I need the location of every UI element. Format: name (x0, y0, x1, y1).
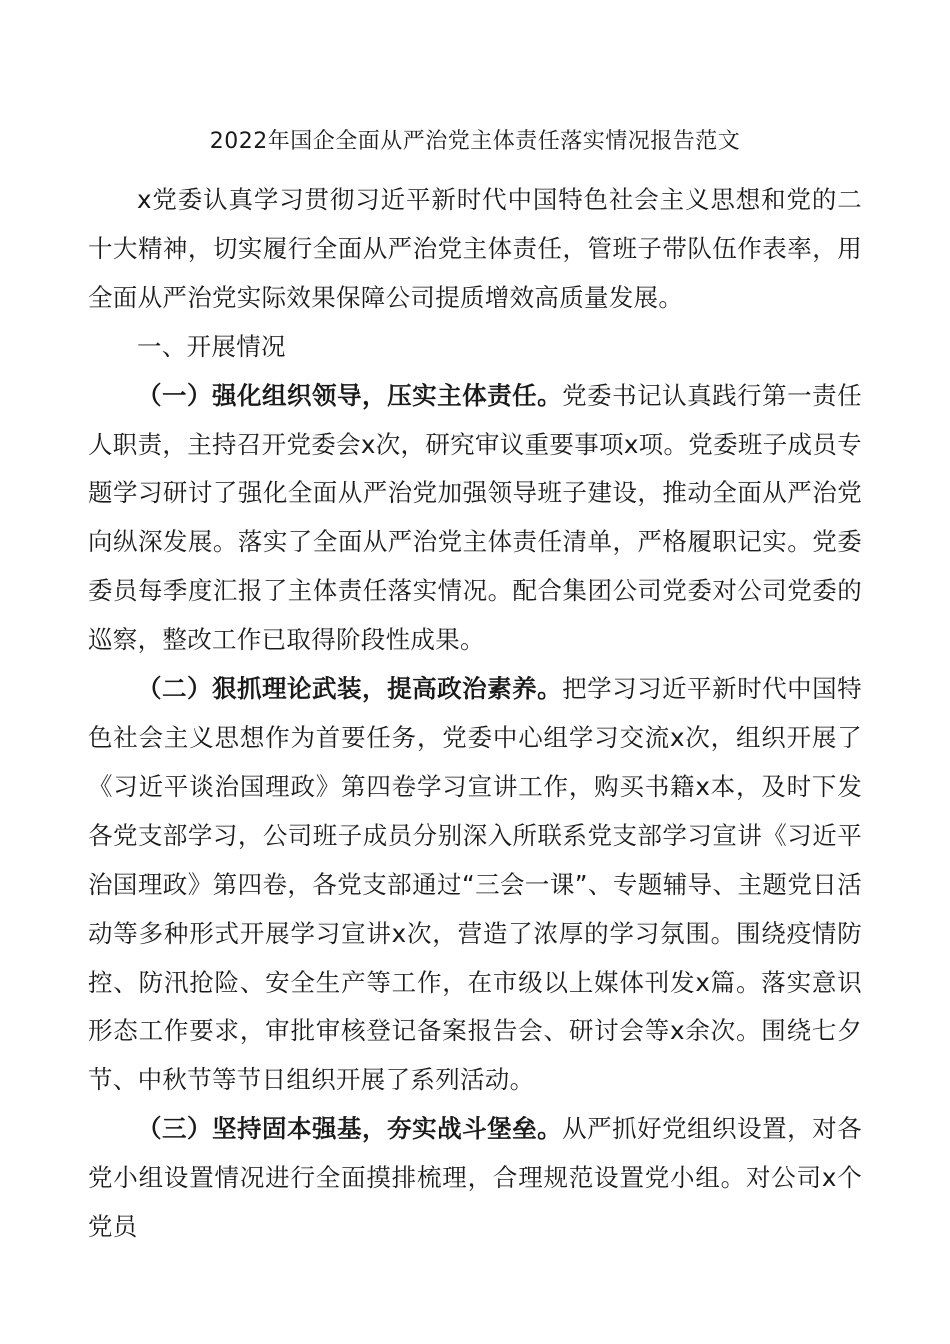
intro-paragraph: x党委认真学习贯彻习近平新时代中国特色社会主义思想和党的二十大精神，切实履行全面从严治党主体责任，管班子带队伍作表率，用全面从严治党实际效果保障公司提质增效高质量发展。 (88, 185, 862, 312)
paragraph-2-text: 把学习习近平新时代中国特色社会主义思想作为首要任务，党委中心组学习交流x次，组织开展了《习近平谈治国理政》第四卷学习宣讲工作，购买书籍x本，及时下发各党支部学习，公司班子成员分别深入所联系党支部学习宣讲《习近平治国理政》第四卷，各党支部通过“三会一课”、专题辅导、主题党日活动等多种形式开展学习宣讲x次，营造了浓厚的学习氛围。围绕疫情防控、防汛抢险、安全生产等工作，在市级以上媒体刊发x篇。落实意识形态工作要求，审批审核登记备案报告会、研讨会等x余次。围绕七夕节、中秋节等节日组织开展了系列活动。 (88, 674, 862, 1095)
document-body (88, 176, 862, 1252)
paragraph-3-lead: （三）坚持固本强基，夯实战斗堡垒。 (137, 1114, 563, 1144)
paragraph-1-text: 党委书记认真践行第一责任人职责，主持召开党委会x次，研究审议重要事项x项。党委班子成员专题学习研讨了强化全面从严治党加强领导班子建设，推动全面从严治党向纵深发展。落实了全面从严治党主体责任清单，严格履职记实。党委委员每季度汇报了主体责任落实情况。配合集团公司党委对公司党委的巡察，整改工作已取得阶段性成果。 (88, 380, 862, 655)
paragraph-1-lead: （一）强化组织领导，压实主体责任。 (137, 380, 563, 410)
paragraph-2 (88, 665, 862, 1105)
paragraph-3-text: 从严抓好党组织设置，对各党小组设置情况进行全面摸排梳理，合理规范设置党小组。对公司x个党员 (88, 1114, 862, 1242)
paragraph-3 (88, 1105, 862, 1252)
paragraph-2-lead: （二）狠抓理论武装，提高政治素养。 (137, 674, 563, 704)
document-title: 2022年国企全面从严治党主体责任落实情况报告范文 (209, 129, 741, 154)
section-heading: 一、开展情况 (137, 331, 286, 361)
paragraph-1 (88, 372, 862, 665)
